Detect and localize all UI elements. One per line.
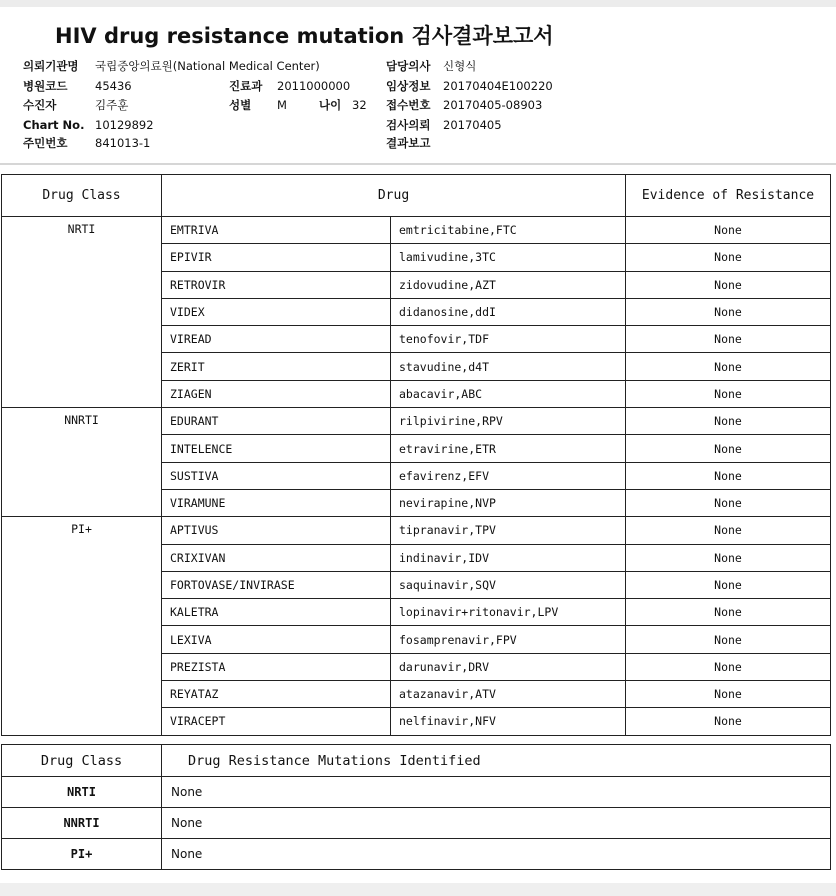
evidence-cell: None: [626, 681, 831, 708]
summary-value: None: [162, 839, 831, 870]
drug-generic-cell: lopinavir+ritonavir,LPV: [391, 599, 626, 626]
receipt-no-value: 20170405-08903: [443, 98, 543, 112]
summary-value: None: [162, 777, 831, 808]
drug-generic-cell: indinavir,IDV: [391, 544, 626, 571]
patient-label: 수진자: [23, 98, 57, 112]
drug-brand-cell: APTIVUS: [162, 517, 391, 544]
header-separator: [0, 163, 836, 165]
drug-brand-cell: CRIXIVAN: [162, 544, 391, 571]
doctor-label: 담당의사: [386, 59, 431, 73]
drug-generic-cell: saquinavir,SQV: [391, 571, 626, 598]
drug-generic-cell: atazanavir,ATV: [391, 681, 626, 708]
evidence-cell: None: [626, 544, 831, 571]
drug-brand-cell: REYATAZ: [162, 681, 391, 708]
clinical-info-value: 20170404E100220: [443, 79, 553, 93]
sex-label: 성별: [229, 98, 252, 112]
drug-generic-cell: didanosine,ddI: [391, 298, 626, 325]
institution-label: 의뢰기관명: [23, 59, 79, 73]
drug-generic-cell: darunavir,DRV: [391, 653, 626, 680]
drug-brand-cell: SUSTIVA: [162, 462, 391, 489]
drug-brand-cell: ZIAGEN: [162, 380, 391, 407]
header-evidence: Evidence of Resistance: [626, 175, 831, 217]
summary-row: [2, 777, 831, 808]
evidence-cell: None: [626, 626, 831, 653]
drug-generic-cell: emtricitabine,FTC: [391, 217, 626, 244]
drug-brand-cell: VIREAD: [162, 326, 391, 353]
chart-no-value: 10129892: [95, 118, 154, 132]
drug-generic-cell: nelfinavir,NFV: [391, 708, 626, 735]
evidence-cell: None: [626, 380, 831, 407]
evidence-cell: None: [626, 462, 831, 489]
hospital-code-label: 병원코드: [23, 79, 68, 93]
report-title: HIV drug resistance mutation 검사결과보고서: [55, 24, 554, 48]
drug-brand-cell: PREZISTA: [162, 653, 391, 680]
summary-header-drug-class: Drug Class: [2, 745, 162, 777]
summary-class: NRTI: [2, 777, 162, 808]
clinical-info-label: 임상정보: [386, 79, 431, 93]
top-strip: [0, 0, 836, 7]
table-header-row: [2, 175, 831, 217]
age-value: 32: [352, 98, 367, 112]
evidence-cell: None: [626, 708, 831, 735]
drug-brand-cell: VIDEX: [162, 298, 391, 325]
drug-class-cell: NRTI: [2, 217, 162, 408]
evidence-cell: None: [626, 571, 831, 598]
summary-class: NNRTI: [2, 808, 162, 839]
summary-header-row: [2, 745, 831, 777]
drug-brand-cell: RETROVIR: [162, 271, 391, 298]
summary-header-mutations: Drug Resistance Mutations Identified: [162, 745, 831, 777]
receipt-no-label: 접수번호: [386, 98, 431, 112]
drug-generic-cell: tipranavir,TPV: [391, 517, 626, 544]
drug-row: [2, 408, 831, 435]
drug-row: [2, 517, 831, 544]
mutations-summary-table: [1, 744, 831, 870]
evidence-cell: None: [626, 408, 831, 435]
evidence-cell: None: [626, 326, 831, 353]
doctor-value: 신형식: [443, 59, 477, 73]
drug-brand-cell: EDURANT: [162, 408, 391, 435]
drug-brand-cell: VIRACEPT: [162, 708, 391, 735]
drug-generic-cell: stavudine,d4T: [391, 353, 626, 380]
evidence-cell: None: [626, 517, 831, 544]
evidence-cell: None: [626, 653, 831, 680]
drug-brand-cell: ZERIT: [162, 353, 391, 380]
department-label: 진료과: [229, 79, 263, 93]
header-drug: Drug: [162, 175, 626, 217]
evidence-cell: None: [626, 217, 831, 244]
drug-brand-cell: EPIVIR: [162, 244, 391, 271]
drug-generic-cell: abacavir,ABC: [391, 380, 626, 407]
evidence-cell: None: [626, 244, 831, 271]
evidence-cell: None: [626, 599, 831, 626]
summary-value: None: [162, 808, 831, 839]
header-drug-class: Drug Class: [2, 175, 162, 217]
rrn-label: 주민번호: [23, 136, 68, 150]
summary-class: PI+: [2, 839, 162, 870]
drug-brand-cell: FORTOVASE/INVIRASE: [162, 571, 391, 598]
summary-row: [2, 839, 831, 870]
drug-generic-cell: etravirine,ETR: [391, 435, 626, 462]
institution-value: 국립중앙의료원(National Medical Center): [95, 59, 320, 73]
drug-generic-cell: rilpivirine,RPV: [391, 408, 626, 435]
drug-brand-cell: LEXIVA: [162, 626, 391, 653]
result-report-label: 결과보고: [386, 136, 431, 150]
drug-generic-cell: nevirapine,NVP: [391, 489, 626, 516]
summary-row: [2, 808, 831, 839]
drug-generic-cell: lamivudine,3TC: [391, 244, 626, 271]
drug-row: [2, 217, 831, 244]
hospital-code-value: 45436: [95, 79, 132, 93]
chart-no-label: Chart No.: [23, 118, 85, 132]
drug-generic-cell: fosamprenavir,FPV: [391, 626, 626, 653]
drug-brand-cell: EMTRIVA: [162, 217, 391, 244]
department-value: 2011000000: [277, 79, 351, 93]
request-date-label: 검사의뢰: [386, 118, 431, 132]
evidence-cell: None: [626, 353, 831, 380]
patient-value: 김주훈: [95, 98, 129, 112]
drug-brand-cell: INTELENCE: [162, 435, 391, 462]
evidence-cell: None: [626, 271, 831, 298]
resistance-table: [1, 174, 831, 736]
drug-brand-cell: VIRAMUNE: [162, 489, 391, 516]
drug-brand-cell: KALETRA: [162, 599, 391, 626]
evidence-cell: None: [626, 298, 831, 325]
drug-class-cell: PI+: [2, 517, 162, 735]
sex-value: M: [277, 98, 287, 112]
evidence-cell: None: [626, 489, 831, 516]
request-date-value: 20170405: [443, 118, 502, 132]
drug-class-cell: NNRTI: [2, 408, 162, 517]
evidence-cell: None: [626, 435, 831, 462]
drug-generic-cell: zidovudine,AZT: [391, 271, 626, 298]
drug-generic-cell: tenofovir,TDF: [391, 326, 626, 353]
bottom-strip: [0, 883, 836, 896]
rrn-value: 841013-1: [95, 136, 151, 150]
drug-generic-cell: efavirenz,EFV: [391, 462, 626, 489]
age-label: 나이: [319, 98, 342, 112]
